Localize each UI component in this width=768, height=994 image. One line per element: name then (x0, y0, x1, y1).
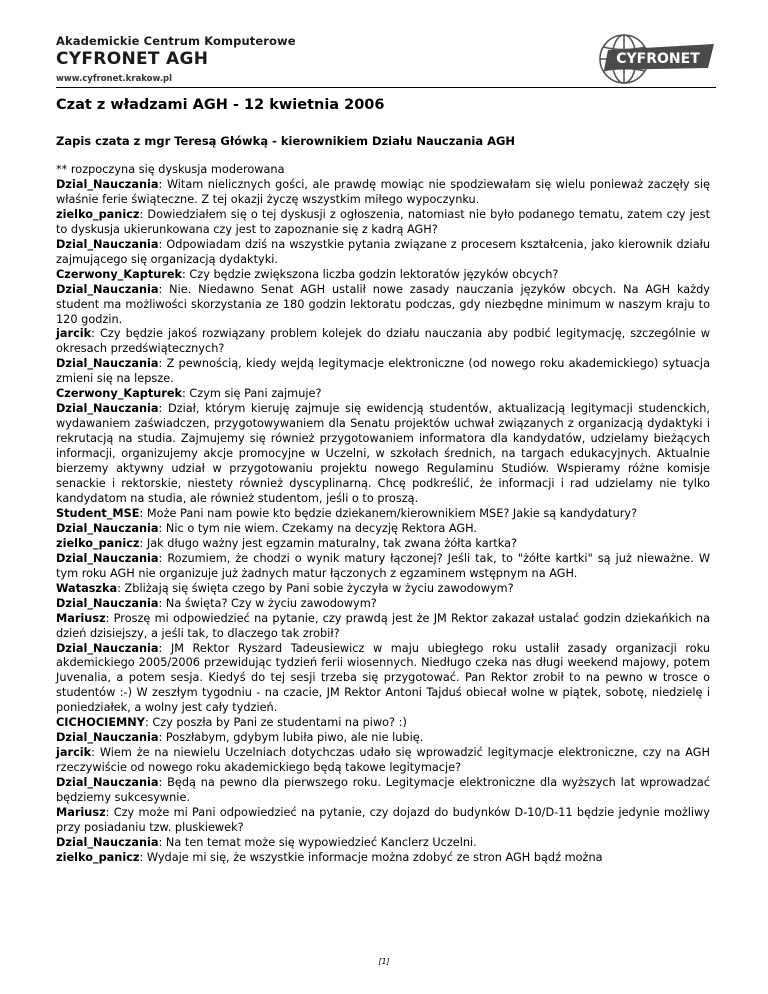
chat-text: : Zbliżają się święta czego by Pani sobie życzyła w życiu zawodowym? (117, 581, 514, 595)
chat-text: : Jak długo ważny jest egzamin maturalny, tak zwana żółta kartka? (139, 536, 517, 550)
chat-text: : Może Pani nam powie kto będzie dziekanem/kierownikiem MSE? Jakie są kandydatury? (139, 506, 638, 520)
chat-text: : Czy będzie jakoś rozwiązany problem kolejek do działu nauczania aby podbić legitymację, szczególnie w okresach przedświątecznych? (56, 327, 710, 356)
chat-text: : Odpowiadam dziś na wszystkie pytania związane z procesem kształcenia, jako kierownik działu zajmującego się organizacją dydaktyki. (56, 237, 710, 266)
website-url: www.cyfronet.krakow.pl (56, 74, 173, 84)
chat-nick: Dzial_Nauczania (56, 731, 159, 745)
chat-nick: Dzial_Nauczania (56, 282, 159, 296)
chat-nick: jarcik (56, 327, 92, 341)
chat-message (56, 731, 710, 746)
chat-message (56, 387, 710, 402)
chat-message (56, 836, 710, 851)
chat-nick: Dzial_Nauczania (56, 521, 159, 535)
chat-nick: Wataszka (56, 581, 118, 595)
chat-message (56, 582, 710, 597)
page-number: [1] (378, 957, 390, 966)
chat-nick: Czerwony_Kapturek (56, 387, 183, 401)
chat-text: : Nie. Niedawno Senat AGH ustalił nowe zasady nauczania języków obcych. Na AGH każdy student ma możliwości skorzystania ze 180 godzin lektoratu podczas, gdy niezbędne minimum w naszym kraju to 120 godzin. (56, 282, 710, 326)
chat-text: : Dział, którym kieruję zajmuje się ewidencją studentów, aktualizacją legitymacji studenckich, wydawaniem zaświadczen, przygotowywaniem dla Senatu projektów uchwał związanych z organizacją dydaktyki i rekrutacją na studia. Zajmujemy się również przygotowaniem informatora dla kandydatów, udzielamy bieżących informacji, organizujemy akcje promocyjne w Uczelni, w szkołach średnich, na targach edukacyjnych. Aktualnie bierzemy aktywny udział w przygotowaniu projektu nowego Regulaminu Studiów. Wspieramy różne komisje senackie i rektorskie, niestety również dyscyplinarną. Chcę podkreślić, że informacji i rad udzielamy nie tylko kandydatom na studia, ale również studentom, jeśli o to proszą. (56, 402, 710, 505)
chat-text: : Poszłabym, gdybym lubiła piwo, ale nie lubię. (158, 731, 424, 745)
chat-messages (56, 178, 710, 866)
chat-message (56, 806, 710, 836)
chat-text: : Na święta? Czy w życiu zawodowym? (158, 596, 377, 610)
chat-message (56, 776, 710, 806)
chat-message (56, 716, 710, 731)
chat-text: : Czy poszła by Pani ze studentami na piwo? :) (144, 716, 407, 730)
chat-nick: Dzial_Nauczania (56, 402, 159, 416)
chat-text: : Nic o tym nie wiem. Czekamy na decyzję Rektora AGH. (158, 521, 478, 535)
chat-nick: Dzial_Nauczania (56, 357, 159, 371)
chat-text: : Na ten temat może się wypowiedzieć Kanclerz Uczelni. (158, 835, 477, 849)
chat-text: : Z pewnością, kiedy wejdą legitymacje elektroniczne (od nowego roku akademickiego) sytuacja zmieni się na lepsze. (56, 357, 710, 386)
chat-nick: jarcik (56, 746, 92, 760)
page-subtitle: Zapis czata z mgr Teresą Główką - kierownikiem Działu Nauczania AGH (56, 134, 516, 148)
chat-nick: Dzial_Nauczania (56, 776, 159, 790)
chat-nick: Student_MSE (56, 506, 140, 520)
chat-text: : Czym się Pani zajmuje? (182, 387, 322, 401)
chat-text: : Wydaje mi się, że wszystkie informacje można zdobyć ze stron AGH bądź można (139, 850, 603, 864)
chat-message (56, 238, 710, 268)
chat-message (56, 851, 710, 866)
chat-nick: Dzial_Nauczania (56, 835, 159, 849)
chat-text: : Będą na pewno dla pierwszego roku. Legitymacje elektroniczne dla wyższych lat wprowadzać będziemy sukcesywnie. (56, 776, 710, 805)
chat-message (56, 507, 710, 522)
chat-message (56, 537, 710, 552)
chat-nick: Dzial_Nauczania (56, 237, 159, 251)
chat-nick: zielko_panicz (56, 850, 140, 864)
chat-message (56, 612, 710, 642)
chat-nick: Mariusz (56, 611, 106, 625)
chat-nick: Dzial_Nauczania (56, 177, 159, 191)
page-title: Czat z władzami AGH - 12 kwietnia 2006 (56, 97, 385, 113)
header-divider (56, 87, 716, 88)
chat-message (56, 746, 710, 776)
org-name: Akademickie Centrum Komputerowe (56, 34, 296, 48)
chat-text: : JM Rektor Ryszard Tadeusiewicz w maju ubiegłego roku ustalił zasady organizacji roku akdemickiego 2005/2006 przewidując tydzień ferii wiosennych. Niedługo czeka nas długi weekend majowy, potem Juvenalia, a potem sesja. Kiedyś do tej sesji trzeba się przygotować. Pan Rektor zrobił to na pewno w trosce o studentów :-) W zeszłym tygodniu - na czacie, JM Rektor Antoni Tajduś obiecał wolne w piątek, sobotę, niedzielę i poniedziałek, a wolny jest cały tydzień. (56, 641, 710, 715)
chat-text: : Rozumiem, że chodzi o wynik matury łączonej? Jeśli tak, to "żółte kartki" są już nieważne. W tym roku AGH nie organizuje już żadnych matur łączonych z egzaminem wstępnym na AGH. (56, 551, 710, 580)
cyfronet-logo-icon (598, 30, 716, 88)
chat-opening: ** rozpoczyna się dyskusja moderowana (56, 163, 285, 176)
chat-nick: zielko_panicz (56, 536, 140, 550)
brand-name: CYFRONET AGH (56, 49, 209, 69)
chat-nick: Mariusz (56, 805, 106, 819)
chat-message (56, 522, 710, 537)
chat-text: : Czy może mi Pani odpowiedzieć na pytanie, czy dojazd do budynków D-10/D-11 będzie jedynie możliwy przy posiadaniu tzw. pluskiewek? (56, 805, 710, 834)
chat-transcript (56, 163, 710, 866)
page-header (56, 34, 716, 86)
chat-nick: CICHOCIEMNY (56, 716, 145, 730)
chat-message (56, 283, 710, 328)
chat-message (56, 208, 710, 238)
chat-message (56, 357, 710, 387)
chat-message (56, 178, 710, 208)
chat-message (56, 402, 710, 507)
chat-nick: zielko_panicz (56, 207, 140, 221)
chat-text: : Dowiedziałem się o tej dyskusji z ogłoszenia, natomiast nie było podanego tematu, zatem czy jest to dyskusja ukierunkowana czy jest to zapoznanie się z kadrą AGH? (56, 207, 710, 236)
chat-message (56, 597, 710, 612)
chat-nick: Dzial_Nauczania (56, 641, 159, 655)
chat-text: : Czy będzie zwiększona liczba godzin lektoratów języków obcych? (182, 267, 559, 281)
chat-message (56, 268, 710, 283)
chat-nick: Czerwony_Kapturek (56, 267, 183, 281)
chat-text: : Witam nielicznych gości, ale prawdę mowiąc nie spodziewałam się wielu ponieważ zaczęły się właśnie ferie świąteczne. Z tej okazji życzę wszystkim miłego wypoczynku. (56, 177, 710, 206)
chat-nick: Dzial_Nauczania (56, 596, 159, 610)
chat-nick: Dzial_Nauczania (56, 551, 159, 565)
chat-message (56, 327, 710, 357)
logo-text: CYFRONET (616, 51, 700, 67)
chat-text: : Wiem że na niewielu Uczelniach dotychczas udało się wprowadzić legitymacje elektroniczne, czy na AGH rzeczywiście od nowego roku akademickiego będą takowe legitymacje? (56, 746, 710, 775)
chat-text: : Proszę mi odpowiedzieć na pytanie, czy prawdą jest że JM Rektor zakazał ustalać godzin dziekańkich na dzień dzisiejszy, a jeśli tak, to dlaczego tak zrobił? (56, 611, 710, 640)
chat-message (56, 552, 710, 582)
chat-message (56, 642, 710, 717)
